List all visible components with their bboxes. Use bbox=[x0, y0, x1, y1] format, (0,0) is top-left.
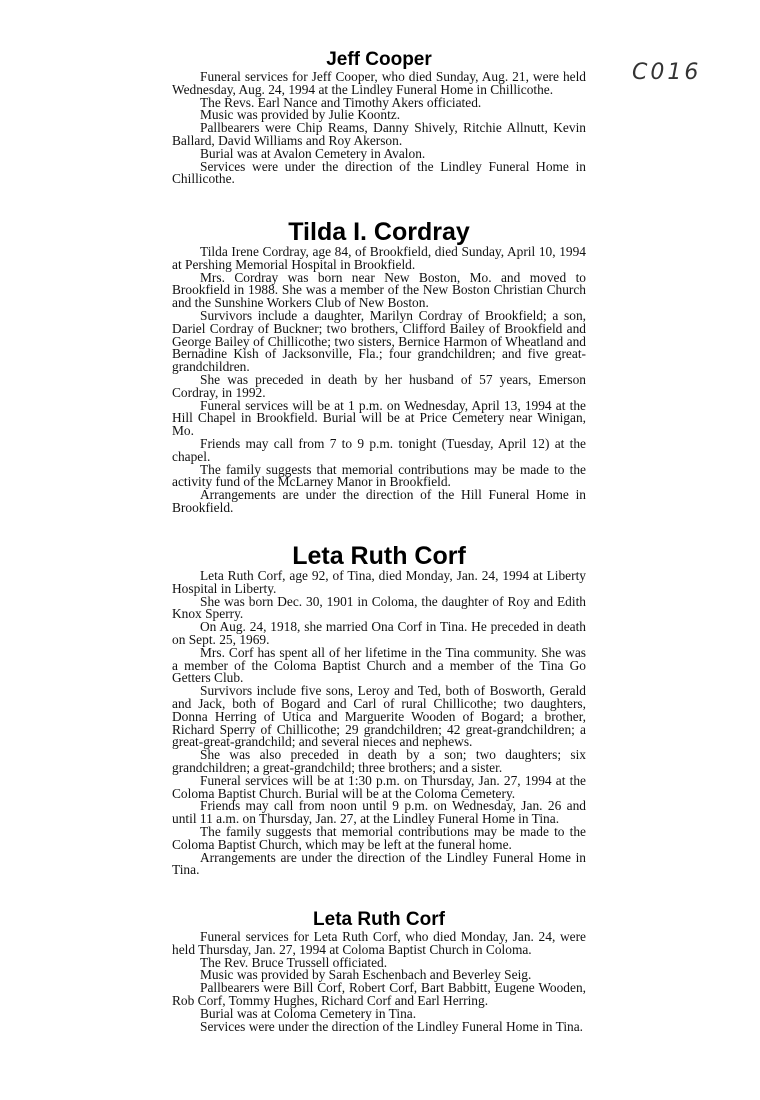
obituary-paragraph: Services were under the direction of the Lindley Funeral Home in Tina. bbox=[200, 1018, 584, 1034]
obituary-paragraph: Music was provided by Sarah Eschenbach and Beverley Seig. bbox=[200, 967, 532, 983]
obituary-paragraph: The family suggests that memorial contributions may be made to the activity fund of the McLarney Manor in Brookfield. bbox=[172, 461, 586, 490]
obituary-paragraph: Arrangements are under the direction of the Hill Funeral Home in Brookfield. bbox=[172, 487, 586, 515]
obituary-paragraph: Services were under the direction of the Lindley Funeral Home in Chillicothe. bbox=[172, 158, 586, 187]
obituary-paragraph: Pallbearers were Chip Reams, Danny Shively, Ritchie Allnutt, Kevin Ballard, David Williams and Roy Akerson. bbox=[172, 120, 586, 148]
obituary-title: Tilda I. Cordray bbox=[288, 218, 470, 246]
obituary-paragraph: Survivors include a daughter, Marilyn Cordray of Brookfield; a son, Dariel Cordray of Buckner; two brothers, Clifford Bailey of Brookfield and George Bailey of Chillicothe; two sisters, Bernice Harmon of Wheatland and Bernadine Kish of Jacksonville, Fla.; four grandchildren; and five great-grandchildren. bbox=[172, 307, 586, 375]
obituary-title: Leta Ruth Corf bbox=[292, 542, 466, 570]
obituary-body bbox=[172, 246, 586, 515]
obituary-title: Leta Ruth Corf bbox=[313, 909, 445, 930]
obituary-paragraph: Tilda Irene Cordray, age 84, of Brookfield, died Sunday, April 10, 1994 at Pershing Memorial Hospital in Brookfield. bbox=[172, 244, 586, 272]
obituary-paragraph: The Revs. Earl Nance and Timothy Akers officiated. bbox=[200, 94, 482, 110]
obituary-paragraph: Survivors include five sons, Leroy and Ted, both of Bosworth, Gerald and Jack, both of Bogard and Carl of rural Chillicothe; two daughters, Donna Herring of Utica and Marguerite Wooden of Bogard; a brother, Richard Sperry of Chillicothe; 29 grandchildren; 42 great-grandchildren; a great-great-grandchild; and several nieces and nephews. bbox=[172, 683, 586, 750]
obituary-body bbox=[172, 71, 586, 186]
obituary-paragraph: Arrangements are under the direction of the Lindley Funeral Home in Tina. bbox=[172, 849, 586, 878]
obituary-paragraph: She was also preceded in death by a son; two daughters; six grandchildren; a great-grandchild; three brothers; and a sister. bbox=[172, 747, 586, 775]
obituary-paragraph: Friends may call from noon until 9 p.m. on Wednesday, Jan. 26 and until 11 a.m. on Thursday, Jan. 27, at the Lindley Funeral Home in Tina. bbox=[172, 798, 586, 827]
obituary-leta-corf bbox=[172, 542, 586, 877]
obituary-title: Jeff Cooper bbox=[326, 49, 432, 70]
obituary-paragraph: The Rev. Bruce Trussell officiated. bbox=[200, 954, 388, 970]
obituary-paragraph: The family suggests that memorial contributions may be made to the Coloma Baptist Church, which may be left at the funeral home. bbox=[172, 823, 586, 852]
obituary-paragraph: She was preceded in death by her husband of 57 years, Emerson Cordray, in 1992. bbox=[172, 371, 586, 400]
obituary-paragraph: Funeral services for Jeff Cooper, who died Sunday, Aug. 21, were held Wednesday, Aug. 24, 1994 at the Lindley Funeral Home in Chillicothe. bbox=[172, 69, 586, 97]
obituary-paragraph: Mrs. Corf has spent all of her lifetime in the Tina community. She was a member of the Coloma Baptist Church and a member of the Tina Go Getters Club. bbox=[172, 644, 586, 686]
obituary-paragraph: Mrs. Cordray was born near New Boston, Mo. and moved to Brookfield in 1988. She was a member of the New Boston Christian Church and the Sunshine Workers Club of New Boston. bbox=[172, 269, 586, 311]
obituary-paragraph: Funeral services will be at 1:30 p.m. on Thursday, Jan. 27, 1994 at the Coloma Baptist Church. Burial will be at the Coloma Cemetery. bbox=[172, 772, 586, 801]
obituary-paragraph: She was born Dec. 30, 1901 in Coloma, the daughter of Roy and Edith Knox Sperry. bbox=[172, 593, 586, 622]
obituary-jeff-cooper bbox=[172, 49, 586, 186]
obituary-paragraph: On Aug. 24, 1918, she married Ona Corf in Tina. He preceded in death on Sept. 25, 1969. bbox=[172, 619, 586, 647]
obituary-body bbox=[172, 931, 586, 1033]
obituary-paragraph: Pallbearers were Bill Corf, Robert Corf, Bart Babbitt, Eugene Wooden, Rob Corf, Tommy Hughes, Richard Corf and Earl Herring. bbox=[172, 980, 586, 1008]
obituary-paragraph: Funeral services will be at 1 p.m. on Wednesday, April 13, 1994 at the Hill Chapel in Brookfield. Burial will be at Price Cemetery near Winigan, Mo. bbox=[172, 397, 586, 439]
obituary-tilda-cordray bbox=[172, 218, 586, 515]
handwritten-annotation: C016 bbox=[632, 60, 702, 85]
obituary-paragraph: Music was provided by Julie Koontz. bbox=[200, 107, 401, 123]
obituary-paragraph: Funeral services for Leta Ruth Corf, who died Monday, Jan. 24, were held Thursday, Jan. 27, 1994 at Coloma Baptist Church in Coloma. bbox=[172, 929, 586, 957]
obituary-paragraph: Friends may call from 7 to 9 p.m. tonight (Tuesday, April 12) at the chapel. bbox=[172, 435, 586, 464]
obituary-paragraph: Leta Ruth Corf, age 92, of Tina, died Monday, Jan. 24, 1994 at Liberty Hospital in Liberty. bbox=[172, 568, 586, 596]
obituary-body bbox=[172, 570, 586, 877]
obituary-paragraph: Burial was at Coloma Cemetery in Tina. bbox=[200, 1005, 417, 1021]
obituary-paragraph: Burial was at Avalon Cemetery in Avalon. bbox=[200, 145, 426, 161]
obituary-leta-corf-services bbox=[172, 909, 586, 1033]
